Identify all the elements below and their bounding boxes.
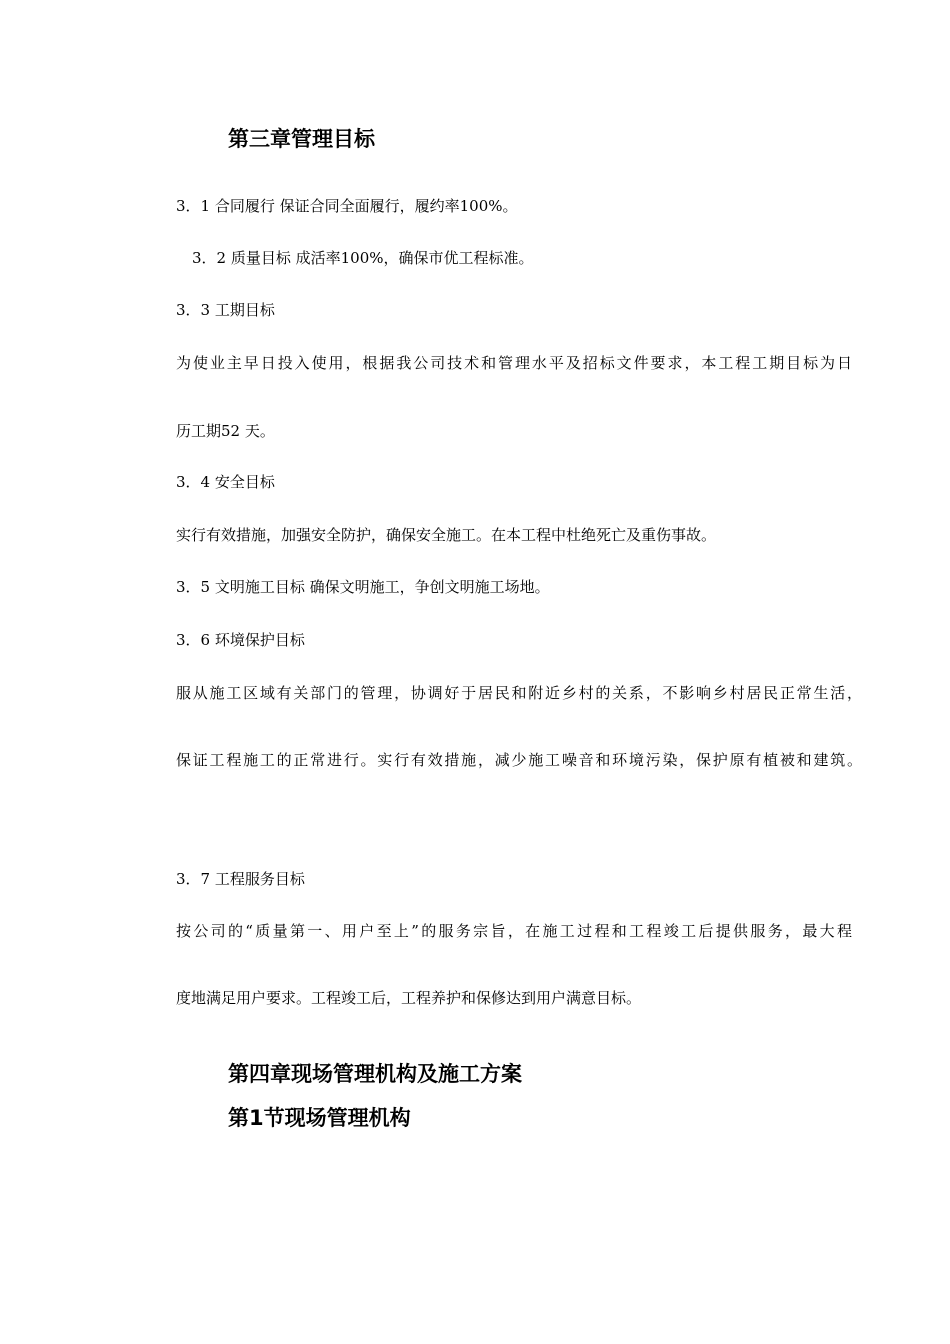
item-3-5-civilized-construction: 3．5 文明施工目标 确保文明施工，争创文明施工场地。 bbox=[176, 578, 550, 596]
chapter-4-title: 第四章现场管理机构及施工方案 bbox=[228, 1062, 522, 1086]
schedule-paragraph-line-2: 历工期52 天。 bbox=[176, 422, 275, 440]
service-paragraph-line-2: 度地满足用户要求。工程竣工后，工程养护和保修达到用户满意目标。 bbox=[176, 989, 642, 1007]
item-3-3-schedule-heading: 3．3 工期目标 bbox=[176, 301, 275, 319]
safety-paragraph: 实行有效措施，加强安全防护，确保安全施工。在本工程中杜绝死亡及重伤事故。 bbox=[176, 526, 717, 544]
environment-paragraph-line-2: 保证工程施工的正常进行。实行有效措施，减少施工噪音和环境污染，保护原有植被和建筑。 bbox=[176, 751, 862, 769]
item-3-7-service-heading: 3．7 工程服务目标 bbox=[176, 870, 305, 888]
item-3-6-environment-heading: 3．6 环境保护目标 bbox=[176, 631, 305, 649]
section-1-title: 第1节现场管理机构 bbox=[228, 1106, 411, 1130]
item-3-4-safety-heading: 3．4 安全目标 bbox=[176, 473, 275, 491]
item-3-2-quality: 3．2 质量目标 成活率100%，确保市优工程标准。 bbox=[192, 249, 534, 267]
schedule-paragraph-line-1: 为使业主早日投入使用，根据我公司技术和管理水平及招标文件要求，本工程工期目标为日 bbox=[176, 354, 852, 372]
chapter-3-title: 第三章管理目标 bbox=[228, 127, 375, 151]
service-paragraph-line-1: 按公司的“质量第一、用户至上”的服务宗旨，在施工过程和工程竣工后提供服务，最大程 bbox=[176, 922, 852, 940]
item-3-1-contract: 3．1 合同履行 保证合同全面履行，履约率100%。 bbox=[176, 197, 518, 215]
environment-paragraph-line-1: 服从施工区域有关部门的管理，协调好于居民和附近乡村的关系，不影响乡村居民正常生活， bbox=[176, 684, 862, 702]
